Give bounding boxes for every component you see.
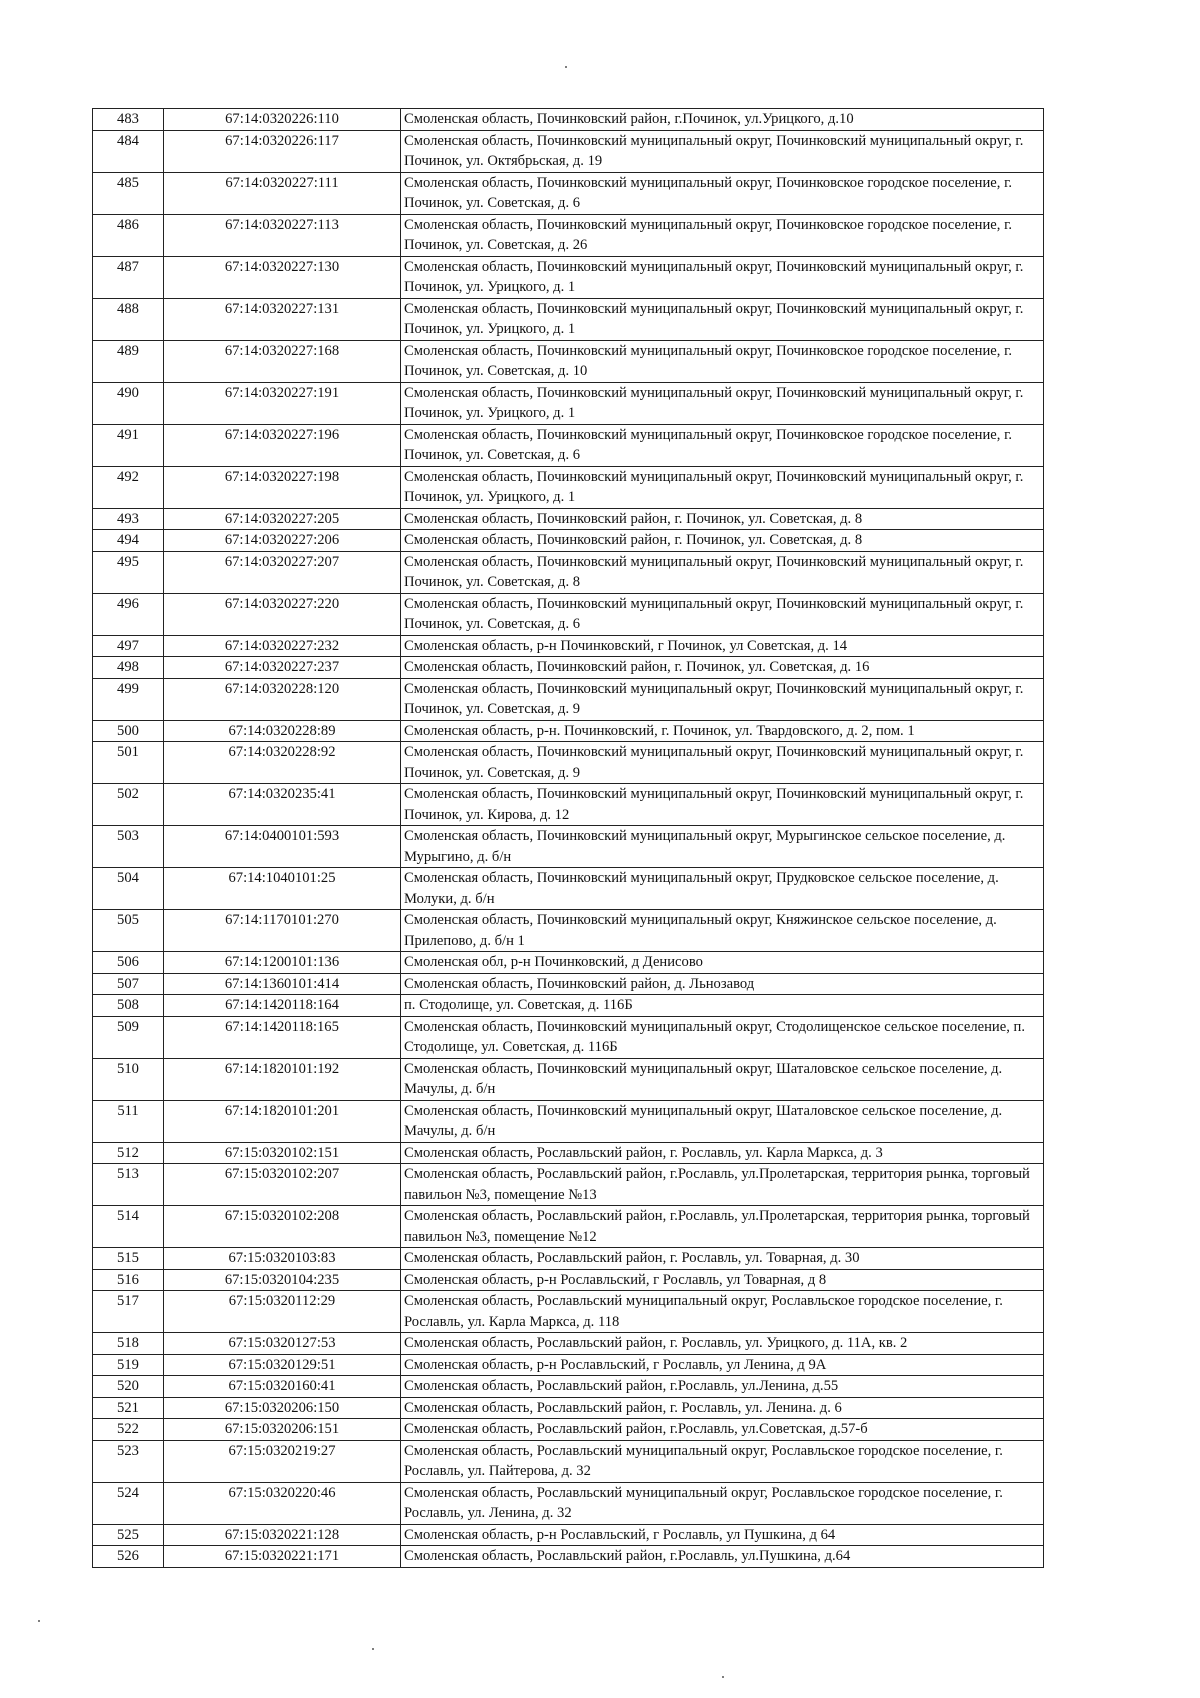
cadastral-number-cell: 67:14:1820101:201 [164, 1100, 401, 1142]
cadastral-number-cell: 67:14:1200101:136 [164, 952, 401, 974]
registry-table-body [93, 109, 1044, 1568]
table-row [93, 424, 1044, 466]
address-cell: Смоленская область, р-н. Починковский, г. Починок, ул. Твардовского, д. 2, пом. 1 [401, 720, 1044, 742]
address-cell: Смоленская область, Рославльский район, г. Рославль, ул. Ленина. д. 6 [401, 1397, 1044, 1419]
address-cell: Смоленская область, Рославльский муниципальный округ, Рославльское городское поселение, г. Рославль, ул. Пайтерова, д. 32 [401, 1440, 1044, 1482]
cadastral-number-cell: 67:15:0320102:208 [164, 1206, 401, 1248]
table-row [93, 678, 1044, 720]
row-number-cell: 523 [93, 1440, 164, 1482]
table-row [93, 1164, 1044, 1206]
row-number-cell: 487 [93, 256, 164, 298]
cadastral-number-cell: 67:14:0320227:131 [164, 298, 401, 340]
table-row [93, 1269, 1044, 1291]
cadastral-number-cell: 67:14:0320227:205 [164, 508, 401, 530]
row-number-cell: 491 [93, 424, 164, 466]
table-row [93, 508, 1044, 530]
cadastral-number-cell: 67:14:0320227:207 [164, 551, 401, 593]
table-row [93, 1482, 1044, 1524]
table-row [93, 1206, 1044, 1248]
table-row [93, 1440, 1044, 1482]
table-row [93, 1354, 1044, 1376]
cadastral-number-cell: 67:14:0320228:120 [164, 678, 401, 720]
address-cell: Смоленская область, Рославльский район, г. Рославль, ул. Карла Маркса, д. 3 [401, 1142, 1044, 1164]
address-cell: Смоленская область, Починковский муниципальный округ, Починковское городское поселение, г. Починок, ул. Советская, д. 10 [401, 340, 1044, 382]
table-row [93, 1419, 1044, 1441]
table-row [93, 1291, 1044, 1333]
cadastral-number-cell: 67:14:0320227:232 [164, 635, 401, 657]
row-number-cell: 521 [93, 1397, 164, 1419]
table-row [93, 1142, 1044, 1164]
address-cell: Смоленская область, Починковский муниципальный округ, Починковское городское поселение, г. Починок, ул. Советская, д. 6 [401, 424, 1044, 466]
address-cell: Смоленская область, Починковский муниципальный округ, Починковский муниципальный округ, г. Починок, ул. Урицкого, д. 1 [401, 382, 1044, 424]
address-cell: Смоленская область, Починковский муниципальный округ, Починковский муниципальный округ, г. Починок, ул. Урицкого, д. 1 [401, 298, 1044, 340]
address-cell: Смоленская область, Рославльский район, г.Рославль, ул.Пушкина, д.64 [401, 1546, 1044, 1568]
cadastral-number-cell: 67:15:0320103:83 [164, 1248, 401, 1270]
row-number-cell: 520 [93, 1376, 164, 1398]
cadastral-number-cell: 67:15:0320112:29 [164, 1291, 401, 1333]
address-cell: Смоленская область, Рославльский муниципальный округ, Рославльское городское поселение, г. Рославль, ул. Карла Маркса, д. 118 [401, 1291, 1044, 1333]
address-cell: Смоленская обл, р-н Починковский, д Денисово [401, 952, 1044, 974]
cadastral-number-cell: 67:14:0320226:117 [164, 130, 401, 172]
address-cell: Смоленская область, Починковский район, г.Починок, ул.Урицкого, д.10 [401, 109, 1044, 131]
scan-speck [722, 1676, 724, 1678]
cadastral-number-cell: 67:15:0320206:150 [164, 1397, 401, 1419]
row-number-cell: 489 [93, 340, 164, 382]
scan-speck [565, 66, 567, 68]
row-number-cell: 497 [93, 635, 164, 657]
row-number-cell: 506 [93, 952, 164, 974]
address-cell: Смоленская область, Починковский район, г. Починок, ул. Советская, д. 16 [401, 657, 1044, 679]
address-cell: Смоленская область, Починковский муниципальный округ, Починковский муниципальный округ, г. Починок, ул. Октябрьская, д. 19 [401, 130, 1044, 172]
table-row [93, 130, 1044, 172]
address-cell: Смоленская область, Рославльский район, г.Рославль, ул.Советская, д.57-б [401, 1419, 1044, 1441]
table-row [93, 1333, 1044, 1355]
table-row [93, 784, 1044, 826]
cadastral-number-cell: 67:15:0320129:51 [164, 1354, 401, 1376]
table-row [93, 973, 1044, 995]
cadastral-number-cell: 67:15:0320219:27 [164, 1440, 401, 1482]
address-cell: Смоленская область, Рославльский район, г. Рославль, ул. Урицкого, д. 11А, кв. 2 [401, 1333, 1044, 1355]
row-number-cell: 498 [93, 657, 164, 679]
cadastral-number-cell: 67:14:0320227:191 [164, 382, 401, 424]
table-row [93, 952, 1044, 974]
address-cell: Смоленская область, Рославльский район, г. Рославль, ул. Товарная, д. 30 [401, 1248, 1044, 1270]
cadastral-number-cell: 67:14:1360101:414 [164, 973, 401, 995]
cadastral-number-cell: 67:14:0320227:237 [164, 657, 401, 679]
table-row [93, 657, 1044, 679]
address-cell: Смоленская область, Починковский муниципальный округ, Починковский муниципальный округ, г. Починок, ул. Советская, д. 9 [401, 678, 1044, 720]
cadastral-number-cell: 67:15:0320221:128 [164, 1524, 401, 1546]
table-row [93, 1016, 1044, 1058]
row-number-cell: 511 [93, 1100, 164, 1142]
row-number-cell: 493 [93, 508, 164, 530]
table-row [93, 256, 1044, 298]
table-row [93, 1546, 1044, 1568]
table-row [93, 109, 1044, 131]
address-cell: Смоленская область, Починковский муниципальный округ, Шаталовское сельское поселение, д. Мачулы, д. б/н [401, 1100, 1044, 1142]
row-number-cell: 492 [93, 466, 164, 508]
table-row [93, 466, 1044, 508]
cadastral-number-cell: 67:15:0320221:171 [164, 1546, 401, 1568]
table-row [93, 1397, 1044, 1419]
cadastral-number-cell: 67:15:0320102:151 [164, 1142, 401, 1164]
row-number-cell: 503 [93, 826, 164, 868]
row-number-cell: 505 [93, 910, 164, 952]
address-cell: Смоленская область, Починковский район, г. Починок, ул. Советская, д. 8 [401, 508, 1044, 530]
row-number-cell: 483 [93, 109, 164, 131]
row-number-cell: 510 [93, 1058, 164, 1100]
cadastral-number-cell: 67:15:0320127:53 [164, 1333, 401, 1355]
cadastral-number-cell: 67:15:0320102:207 [164, 1164, 401, 1206]
row-number-cell: 507 [93, 973, 164, 995]
row-number-cell: 515 [93, 1248, 164, 1270]
cadastral-number-cell: 67:15:0320220:46 [164, 1482, 401, 1524]
cadastral-number-cell: 67:14:0320227:168 [164, 340, 401, 382]
registry-table [92, 108, 1044, 1568]
row-number-cell: 508 [93, 995, 164, 1017]
row-number-cell: 485 [93, 172, 164, 214]
cadastral-number-cell: 67:15:0320206:151 [164, 1419, 401, 1441]
address-cell: Смоленская область, р-н Рославльский, г Рославль, ул Товарная, д 8 [401, 1269, 1044, 1291]
table-row [93, 551, 1044, 593]
row-number-cell: 509 [93, 1016, 164, 1058]
address-cell: Смоленская область, Починковский район, д. Льнозавод [401, 973, 1044, 995]
table-row [93, 340, 1044, 382]
table-row [93, 1100, 1044, 1142]
row-number-cell: 488 [93, 298, 164, 340]
row-number-cell: 486 [93, 214, 164, 256]
address-cell: Смоленская область, Починковский муниципальный округ, Починковский муниципальный округ, г. Починок, ул. Урицкого, д. 1 [401, 466, 1044, 508]
cadastral-number-cell: 67:15:0320160:41 [164, 1376, 401, 1398]
table-row [93, 826, 1044, 868]
address-cell: Смоленская область, Починковский муниципальный округ, Шаталовское сельское поселение, д. Мачулы, д. б/н [401, 1058, 1044, 1100]
address-cell: п. Стодолище, ул. Советская, д. 116Б [401, 995, 1044, 1017]
address-cell: Смоленская область, Починковский муниципальный округ, Починковский муниципальный округ, г. Починок, ул. Кирова, д. 12 [401, 784, 1044, 826]
row-number-cell: 518 [93, 1333, 164, 1355]
cadastral-number-cell: 67:14:1170101:270 [164, 910, 401, 952]
table-row [93, 298, 1044, 340]
address-cell: Смоленская область, Починковский муниципальный округ, Прудковское сельское поселение, д. Молуки, д. б/н [401, 868, 1044, 910]
row-number-cell: 500 [93, 720, 164, 742]
table-row [93, 382, 1044, 424]
address-cell: Смоленская область, Починковский муниципальный округ, Починковское городское поселение, г. Починок, ул. Советская, д. 6 [401, 172, 1044, 214]
row-number-cell: 524 [93, 1482, 164, 1524]
address-cell: Смоленская область, Починковский район, г. Починок, ул. Советская, д. 8 [401, 530, 1044, 552]
cadastral-number-cell: 67:14:1420118:164 [164, 995, 401, 1017]
table-row [93, 1248, 1044, 1270]
address-cell: Смоленская область, р-н Рославльский, г Рославль, ул Пушкина, д 64 [401, 1524, 1044, 1546]
row-number-cell: 496 [93, 593, 164, 635]
row-number-cell: 517 [93, 1291, 164, 1333]
cadastral-number-cell: 67:14:1040101:25 [164, 868, 401, 910]
row-number-cell: 494 [93, 530, 164, 552]
cadastral-number-cell: 67:14:0320227:111 [164, 172, 401, 214]
table-row [93, 910, 1044, 952]
address-cell: Смоленская область, р-н Рославльский, г Рославль, ул Ленина, д 9А [401, 1354, 1044, 1376]
table-row [93, 742, 1044, 784]
address-cell: Смоленская область, Починковский муниципальный округ, Починковский муниципальный округ, г. Починок, ул. Урицкого, д. 1 [401, 256, 1044, 298]
table-row [93, 1058, 1044, 1100]
row-number-cell: 490 [93, 382, 164, 424]
scan-speck [38, 1620, 40, 1622]
table-row [93, 995, 1044, 1017]
table-row [93, 172, 1044, 214]
cadastral-number-cell: 67:14:0400101:593 [164, 826, 401, 868]
address-cell: Смоленская область, Починковский муниципальный округ, Мурыгинское сельское поселение, д. Мурыгино, д. б/н [401, 826, 1044, 868]
row-number-cell: 501 [93, 742, 164, 784]
row-number-cell: 516 [93, 1269, 164, 1291]
row-number-cell: 526 [93, 1546, 164, 1568]
row-number-cell: 525 [93, 1524, 164, 1546]
address-cell: Смоленская область, Починковский муниципальный округ, Починковское городское поселение, г. Починок, ул. Советская, д. 26 [401, 214, 1044, 256]
row-number-cell: 519 [93, 1354, 164, 1376]
table-row [93, 720, 1044, 742]
cadastral-number-cell: 67:14:0320228:92 [164, 742, 401, 784]
row-number-cell: 484 [93, 130, 164, 172]
address-cell: Смоленская область, Починковский муниципальный округ, Починковский муниципальный округ, г. Починок, ул. Советская, д. 9 [401, 742, 1044, 784]
table-row [93, 593, 1044, 635]
scan-speck [372, 1648, 374, 1650]
address-cell: Смоленская область, Рославльский район, г.Рославль, ул.Пролетарская, территория рынка, торговый павильон №3, помещение №13 [401, 1164, 1044, 1206]
cadastral-number-cell: 67:14:0320227:198 [164, 466, 401, 508]
row-number-cell: 513 [93, 1164, 164, 1206]
cadastral-number-cell: 67:14:1820101:192 [164, 1058, 401, 1100]
address-cell: Смоленская область, Починковский муниципальный округ, Починковский муниципальный округ, г. Починок, ул. Советская, д. 6 [401, 593, 1044, 635]
table-row [93, 214, 1044, 256]
cadastral-number-cell: 67:14:0320227:220 [164, 593, 401, 635]
row-number-cell: 499 [93, 678, 164, 720]
address-cell: Смоленская область, р-н Починковский, г Починок, ул Советская, д. 14 [401, 635, 1044, 657]
table-row [93, 868, 1044, 910]
cadastral-number-cell: 67:14:0320227:130 [164, 256, 401, 298]
table-row [93, 1376, 1044, 1398]
row-number-cell: 512 [93, 1142, 164, 1164]
cadastral-number-cell: 67:14:0320227:113 [164, 214, 401, 256]
cadastral-number-cell: 67:14:0320227:206 [164, 530, 401, 552]
address-cell: Смоленская область, Рославльский район, г.Рославль, ул.Ленина, д.55 [401, 1376, 1044, 1398]
address-cell: Смоленская область, Рославльский район, г.Рославль, ул.Пролетарская, территория рынка, торговый павильон №3, помещение №12 [401, 1206, 1044, 1248]
cadastral-number-cell: 67:14:1420118:165 [164, 1016, 401, 1058]
table-row [93, 635, 1044, 657]
table-row [93, 530, 1044, 552]
row-number-cell: 514 [93, 1206, 164, 1248]
cadastral-number-cell: 67:14:0320235:41 [164, 784, 401, 826]
table-row [93, 1524, 1044, 1546]
row-number-cell: 502 [93, 784, 164, 826]
cadastral-number-cell: 67:14:0320226:110 [164, 109, 401, 131]
row-number-cell: 495 [93, 551, 164, 593]
address-cell: Смоленская область, Починковский муниципальный округ, Княжинское сельское поселение, д. Прилепово, д. б/н 1 [401, 910, 1044, 952]
cadastral-number-cell: 67:14:0320227:196 [164, 424, 401, 466]
address-cell: Смоленская область, Починковский муниципальный округ, Стодолищенское сельское поселение, п. Стодолище, ул. Советская, д. 116Б [401, 1016, 1044, 1058]
address-cell: Смоленская область, Починковский муниципальный округ, Починковский муниципальный округ, г. Починок, ул. Советская, д. 8 [401, 551, 1044, 593]
cadastral-number-cell: 67:15:0320104:235 [164, 1269, 401, 1291]
row-number-cell: 504 [93, 868, 164, 910]
row-number-cell: 522 [93, 1419, 164, 1441]
address-cell: Смоленская область, Рославльский муниципальный округ, Рославльское городское поселение, г. Рославль, ул. Ленина, д. 32 [401, 1482, 1044, 1524]
cadastral-number-cell: 67:14:0320228:89 [164, 720, 401, 742]
